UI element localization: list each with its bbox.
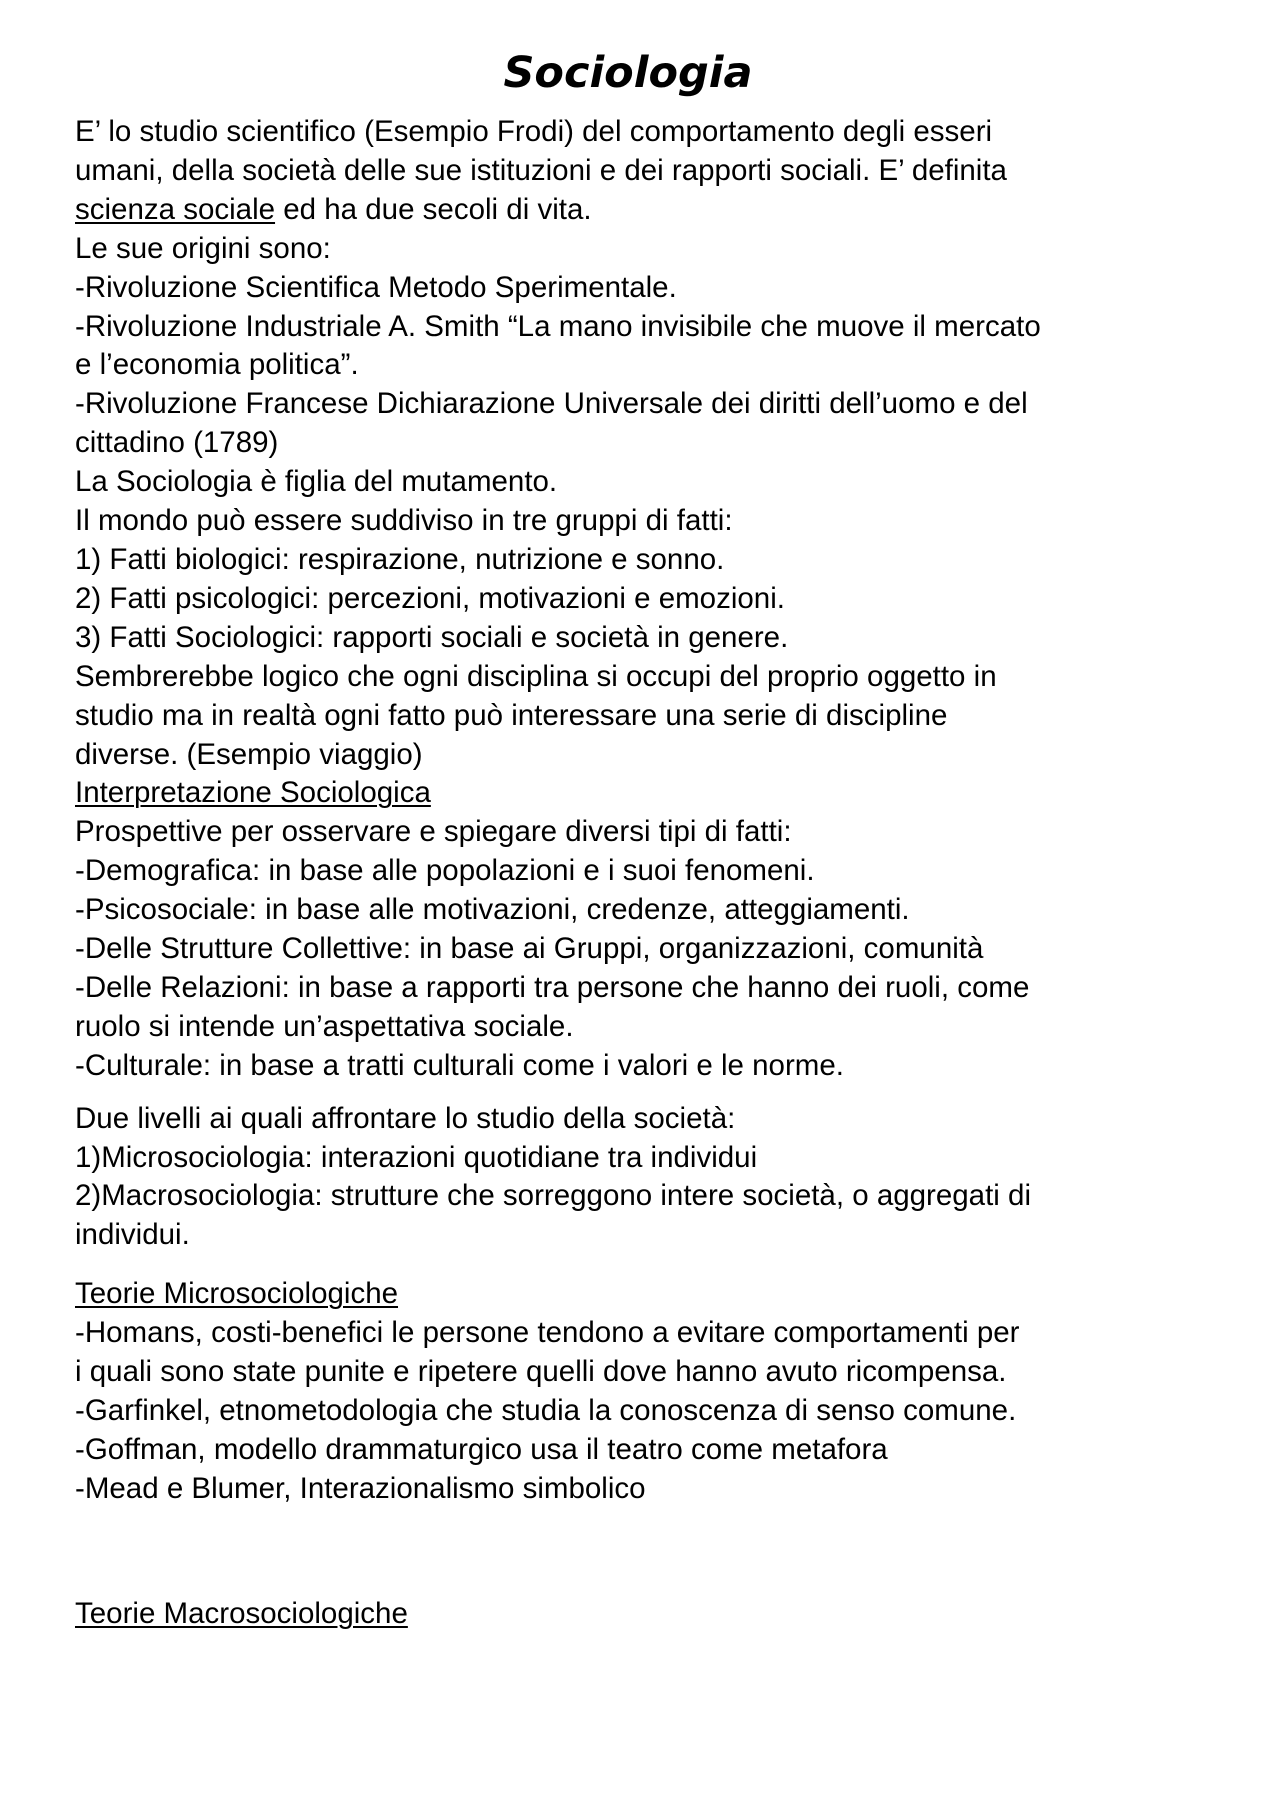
micro-theories-line: -Garfinkel, etnometodologia che studia la conoscenza di senso comune. [75, 1394, 1017, 1427]
micro-theories-line: -Homans, costi-benefici le persone tendono a evitare comportamenti per [75, 1316, 1020, 1350]
micro-theories-heading-text: Teorie Microsociologiche [75, 1277, 399, 1311]
interpretation-heading [75, 774, 1225, 813]
origins-heading: Le sue origini sono: [75, 231, 331, 265]
origins-line: e l’economia politica”. [75, 348, 359, 382]
document-body [75, 113, 1225, 1634]
interpretation-line: -Culturale: in base a tratti culturali come i valori e le norme. [75, 1048, 844, 1082]
interpretation-line: -Delle Strutture Collettive: in base ai Gruppi, organizzazioni, comunità [75, 932, 984, 966]
macro-theories-heading-text: Teorie Macrosociologiche [75, 1596, 408, 1630]
levels-line: Due livelli ai quali affrontare lo studio della società: [75, 1101, 736, 1135]
interpretation-line: -Demografica: in base alle popolazioni e i suoi fenomeni. [75, 854, 815, 888]
interpretation-line: -Psicosociale: in base alle motivazioni, credenze, atteggiamenti. [75, 893, 910, 927]
term-scienza-sociale: scienza sociale [75, 192, 276, 226]
facts-line: 2) Fatti psicologici: percezioni, motivazioni e emozioni. [75, 581, 785, 615]
facts-line: La Sociologia è figlia del mutamento. [75, 465, 558, 499]
facts-line: 3) Fatti Sociologici: rapporti sociali e società in genere. [75, 620, 789, 654]
levels-line: 1)Microsociologia: interazioni quotidiane tra individui [75, 1140, 758, 1174]
levels-line: individui. [75, 1218, 190, 1252]
micro-theories-line: -Mead e Blumer, Interazionalismo simbolico [75, 1471, 646, 1505]
facts-line: Sembrerebbe logico che ogni disciplina si occupi del proprio oggetto in [75, 659, 997, 693]
origins-line: -Rivoluzione Scientifica Metodo Sperimentale. [75, 270, 677, 304]
interpretation-line: ruolo si intende un’aspettativa sociale. [75, 1009, 574, 1043]
intro-line: umani, della società delle sue istituzioni e dei rapporti sociali. E’ definita [75, 153, 1007, 187]
interpretation-line: -Delle Relazioni: in base a rapporti tra persone che hanno dei ruoli, come [75, 970, 1030, 1004]
levels-line: 2)Macrosociologia: strutture che sorreggono intere società, o aggregati di [75, 1179, 1031, 1213]
facts-line: diverse. (Esempio viaggio) [75, 737, 423, 771]
origins-line: cittadino (1789) [75, 426, 279, 460]
intro-line-rest: ed ha due secoli di vita. [275, 192, 592, 226]
micro-theories-heading [75, 1275, 1225, 1314]
interpretation-line: Prospettive per osservare e spiegare diversi tipi di fatti: [75, 815, 792, 849]
interpretation-heading-text: Interpretazione Sociologica [75, 776, 431, 810]
intro-line [75, 191, 1225, 230]
facts-line: Il mondo può essere suddiviso in tre gruppi di fatti: [75, 504, 733, 538]
origins-line: -Rivoluzione Industriale A. Smith “La mano invisibile che muove il mercato [75, 309, 1041, 343]
micro-theories-line: i quali sono state punite e ripetere quelli dove hanno avuto ricompensa. [75, 1355, 1007, 1389]
facts-line: 1) Fatti biologici: respirazione, nutrizione e sonno. [75, 542, 725, 576]
intro-line: E’ lo studio scientifico (Esempio Frodi) del comportamento degli esseri [75, 115, 993, 148]
macro-theories-heading [75, 1595, 1225, 1634]
origins-line: -Rivoluzione Francese Dichiarazione Universale dei diritti dell’uomo e del [75, 387, 1028, 421]
micro-theories-line: -Goffman, modello drammaturgico usa il teatro come metafora [75, 1432, 888, 1466]
facts-line: studio ma in realtà ogni fatto può interessare una serie di discipline [75, 698, 948, 732]
page-title: Sociologia [503, 48, 753, 98]
